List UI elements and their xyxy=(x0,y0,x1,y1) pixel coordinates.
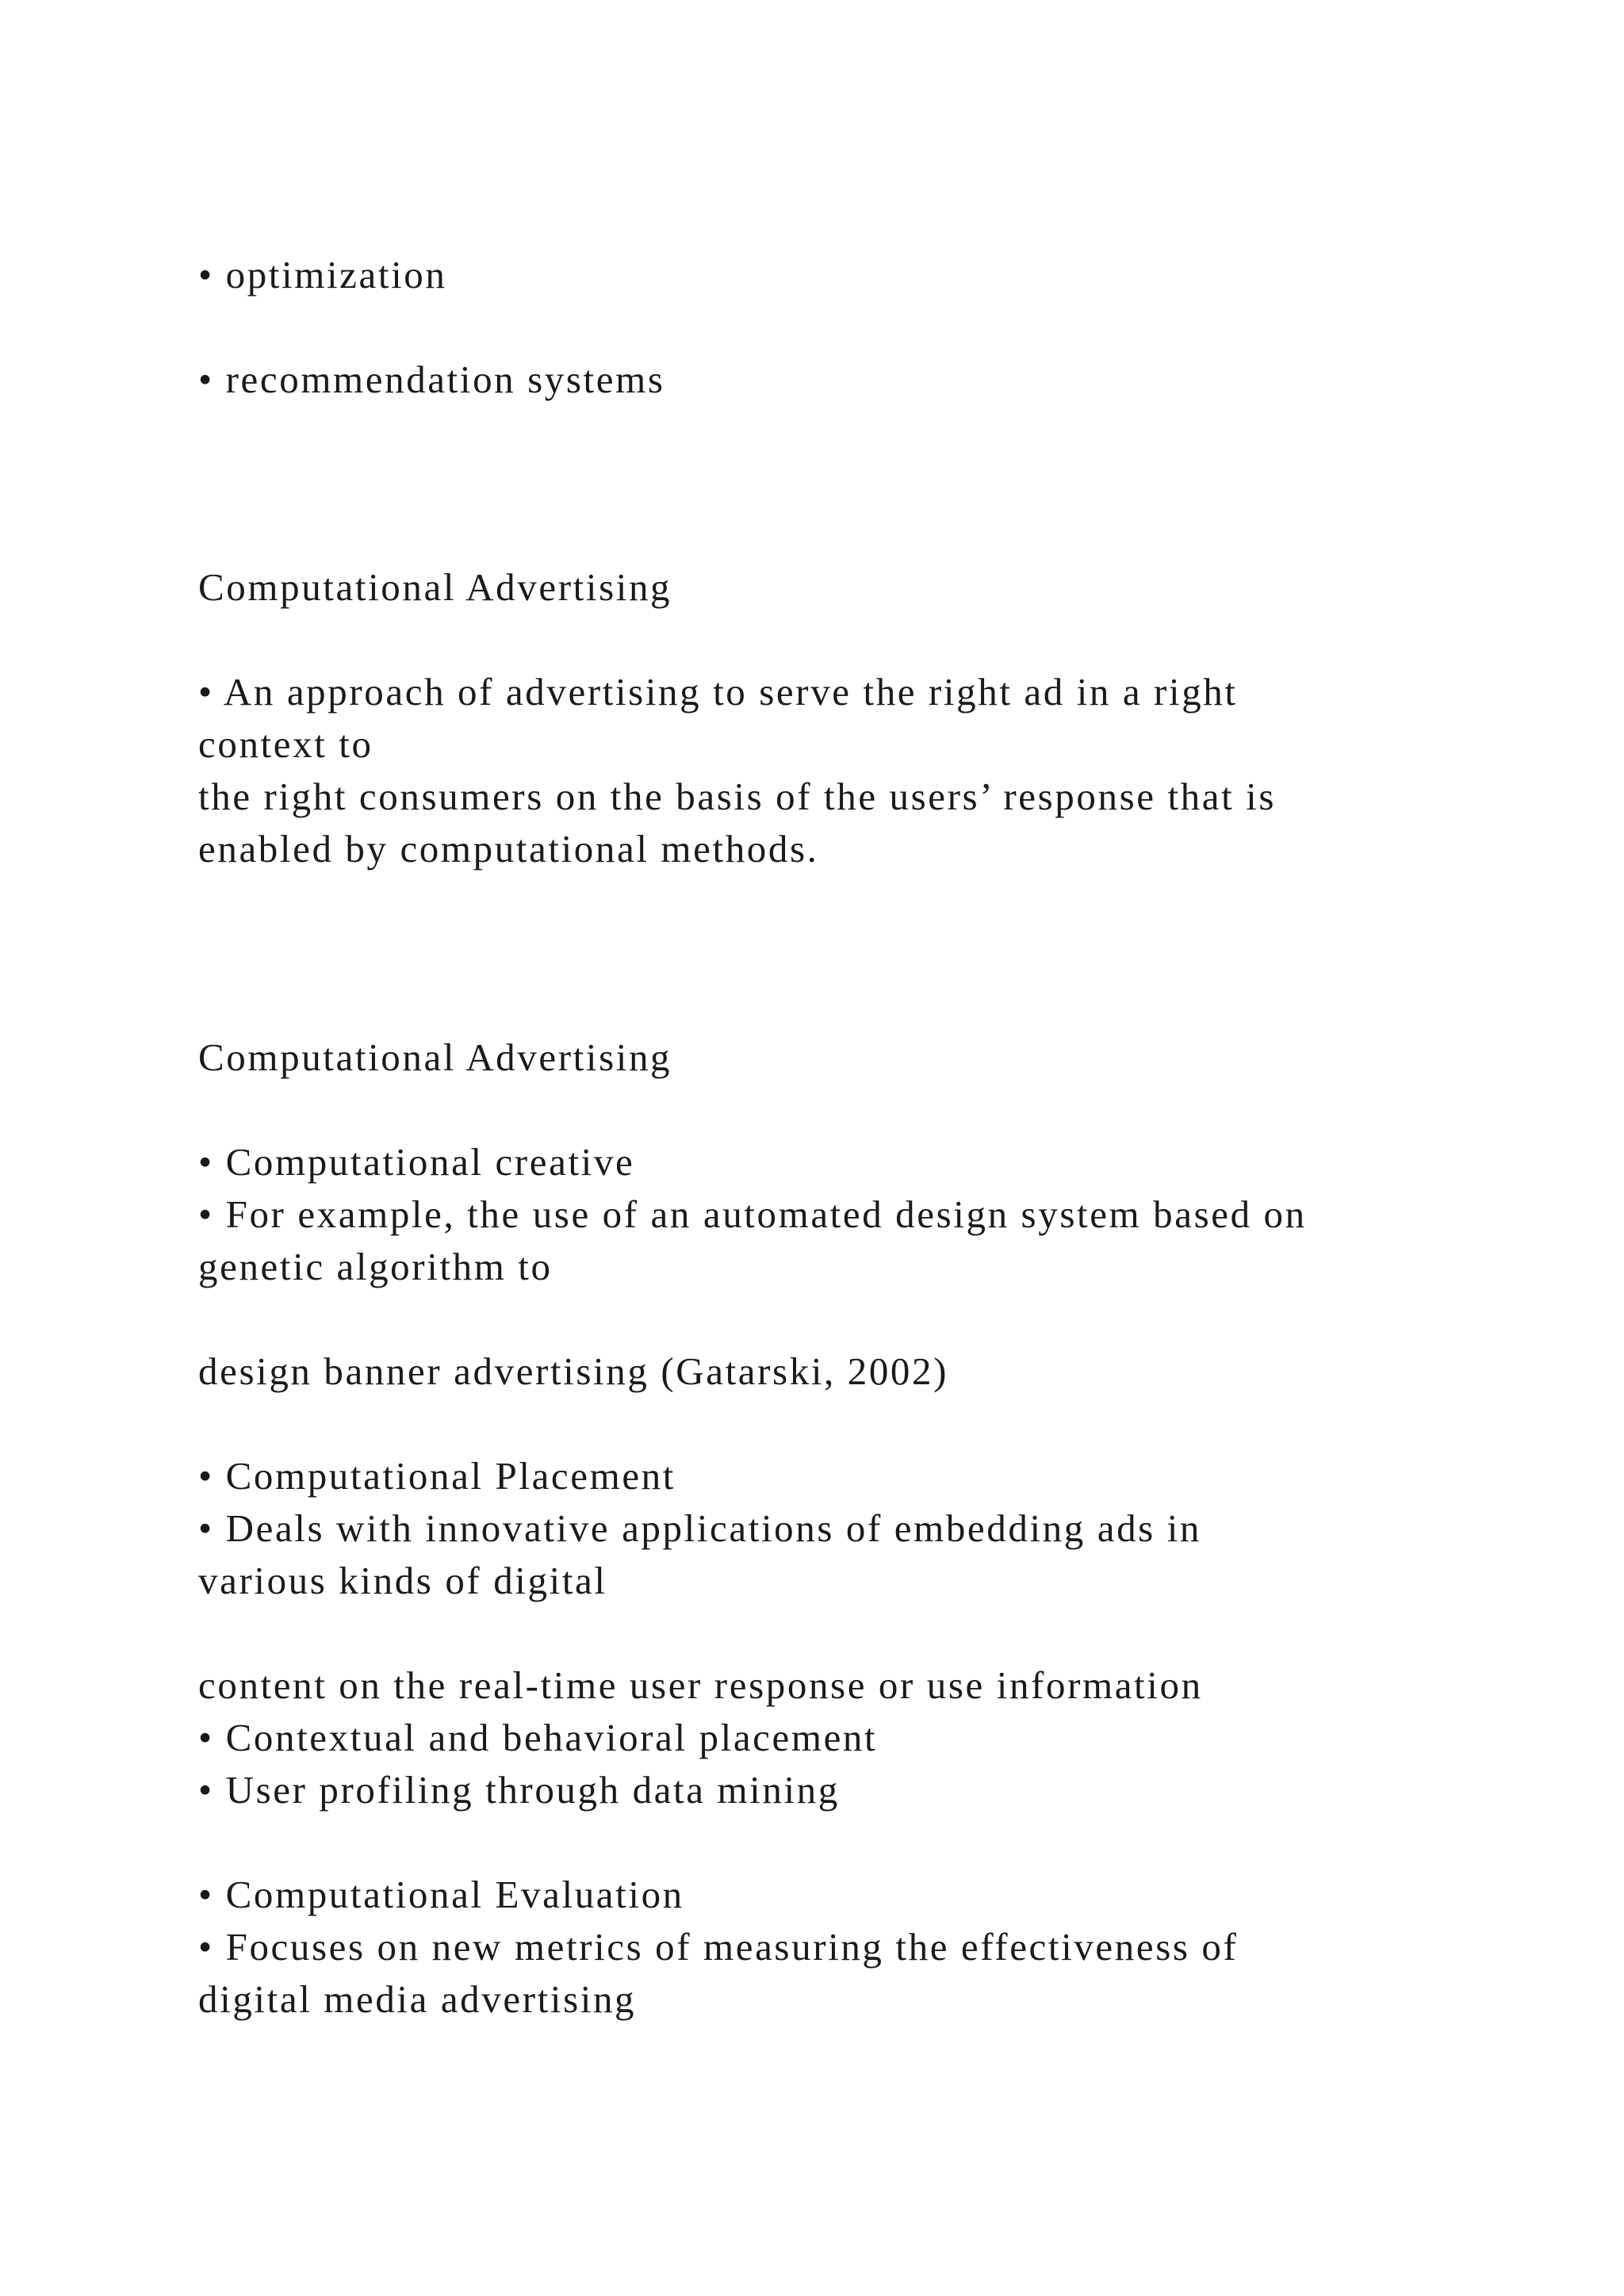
sub-bullet-line: various kinds of digital xyxy=(198,1559,607,1602)
bullet-computational-evaluation: • Computational Evaluation xyxy=(198,1873,684,1916)
sub-bullet-line: • Deals with innovative applications of embedding ads in xyxy=(198,1506,1202,1550)
bullet-optimization: • optimization xyxy=(198,253,447,297)
definition-line: enabled by computational methods. xyxy=(198,827,819,871)
definition-line: • An approach of advertising to serve the right ad in a right xyxy=(198,670,1238,714)
sub-bullet-line: digital media advertising xyxy=(198,1977,637,2021)
bullet-computational-placement: • Computational Placement xyxy=(198,1454,676,1498)
definition-line: the right consumers on the basis of the users’ response that is xyxy=(198,775,1277,818)
sub-bullet-line: design banner advertising (Gatarski, 2002) xyxy=(198,1349,949,1393)
bullet-recommendation-systems: • recommendation systems xyxy=(198,358,665,401)
sub-bullet-line: • Contextual and behavioral placement xyxy=(198,1716,878,1759)
sub-bullet-line: genetic algorithm to xyxy=(198,1245,553,1288)
bullet-computational-creative: • Computational creative xyxy=(198,1140,635,1184)
sub-bullet-line: • Focuses on new metrics of measuring the effectiveness of xyxy=(198,1925,1239,1969)
sub-bullet-line: content on the real-time user response or use information xyxy=(198,1663,1203,1707)
section-heading: Computational Advertising xyxy=(198,1035,672,1079)
section-heading: Computational Advertising xyxy=(198,565,672,609)
sub-bullet-line: • User profiling through data mining xyxy=(198,1768,840,1812)
sub-bullet-line: • For example, the use of an automated design system based on xyxy=(198,1192,1307,1236)
definition-line: context to xyxy=(198,722,373,766)
